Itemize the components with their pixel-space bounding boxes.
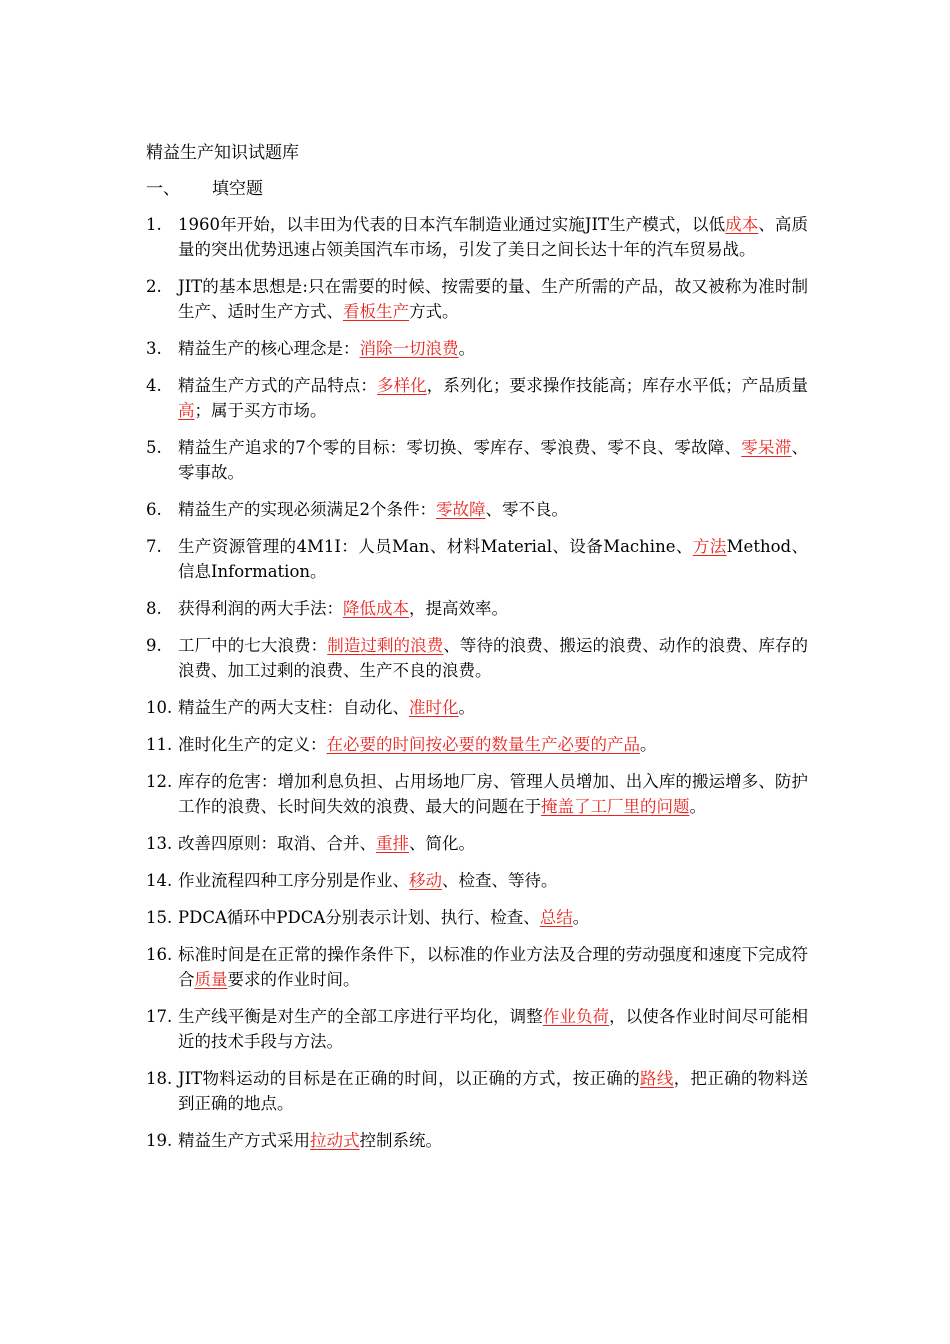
question-segment: 准时化生产的定义： bbox=[178, 735, 327, 754]
answer-blank: 消除一切浪费 bbox=[359, 339, 459, 358]
question-text bbox=[178, 1069, 808, 1113]
question-number: 18. bbox=[146, 1069, 173, 1088]
answer-blank: 在必要的时间按必要的数量生产必要的产品 bbox=[326, 735, 640, 754]
question-text bbox=[178, 277, 808, 321]
question-segment: PDCA循环中PDCA分别表示计划、执行、检查、 bbox=[178, 908, 540, 927]
question-number: 4. bbox=[146, 376, 162, 395]
question-number: 3. bbox=[146, 339, 162, 358]
question-segment: ，系列化；要求操作技能高；库存水平低；产品质量 bbox=[426, 376, 809, 395]
question-segment: ，以使各作业时间尽可能相近的技术手段与方法。 bbox=[178, 1007, 809, 1051]
answer-blank: 移动 bbox=[409, 871, 442, 890]
question-item bbox=[146, 1004, 808, 1054]
question-number: 1. bbox=[146, 215, 162, 234]
question-number: 8. bbox=[146, 599, 162, 618]
question-item bbox=[146, 336, 808, 361]
question-item bbox=[146, 497, 808, 522]
answer-blank: 路线 bbox=[640, 1069, 674, 1088]
question-segment: 。 bbox=[689, 797, 706, 816]
question-segment: 精益生产方式采用 bbox=[178, 1131, 310, 1150]
answer-blank: 掩盖了工厂里的问题 bbox=[541, 797, 690, 816]
question-text bbox=[178, 698, 475, 717]
section-number: 一、 bbox=[146, 179, 180, 199]
question-number: 2. bbox=[146, 277, 162, 296]
answer-blank: 高 bbox=[178, 401, 195, 420]
question-segment: 、检查、等待。 bbox=[442, 871, 558, 890]
answer-blank: 看板生产 bbox=[343, 302, 409, 321]
answer-blank: 多样化 bbox=[376, 376, 427, 395]
question-number: 19. bbox=[146, 1131, 173, 1150]
section-heading bbox=[146, 177, 263, 201]
question-item bbox=[146, 373, 808, 423]
question-number: 11. bbox=[146, 735, 173, 754]
question-segment: 作业流程四种工序分别是作业、 bbox=[178, 871, 409, 890]
question-segment: 1960年开始，以丰田为代表的日本汽车制造业通过实施JIT生产模式，以低 bbox=[178, 215, 726, 234]
question-text bbox=[178, 599, 508, 618]
question-item bbox=[146, 942, 808, 992]
question-segment: 改善四原则：取消、合并、 bbox=[178, 834, 376, 853]
question-text bbox=[178, 834, 475, 853]
question-segment: 精益生产的两大支柱：自动化、 bbox=[178, 698, 409, 717]
question-item bbox=[146, 633, 808, 683]
question-segment: 工厂中的七大浪费： bbox=[178, 636, 328, 655]
question-list bbox=[146, 212, 808, 1165]
question-text bbox=[178, 1131, 442, 1150]
question-item bbox=[146, 274, 808, 324]
question-segment: 要求的作业时间。 bbox=[227, 970, 360, 989]
answer-blank: 制造过剩的浪费 bbox=[327, 636, 444, 655]
answer-blank: 质量 bbox=[194, 970, 228, 989]
question-text bbox=[178, 215, 808, 259]
question-item bbox=[146, 596, 808, 621]
answer-blank: 重排 bbox=[376, 834, 409, 853]
answer-blank: 准时化 bbox=[409, 698, 459, 717]
question-text bbox=[178, 438, 808, 482]
question-segment: 控制系统。 bbox=[359, 1131, 442, 1150]
question-text bbox=[178, 871, 558, 890]
question-item bbox=[146, 1128, 808, 1153]
question-segment: 、零事故。 bbox=[178, 438, 809, 482]
question-number: 10. bbox=[146, 698, 173, 717]
section-title: 填空题 bbox=[212, 179, 263, 199]
question-segment: 。 bbox=[572, 908, 590, 927]
question-text bbox=[178, 908, 589, 927]
question-segment: 。 bbox=[458, 698, 475, 717]
question-text bbox=[178, 500, 568, 519]
question-item bbox=[146, 435, 808, 485]
question-segment: 方式。 bbox=[409, 302, 459, 321]
answer-blank: 作业负荷 bbox=[542, 1007, 610, 1026]
question-text bbox=[178, 735, 657, 754]
question-number: 12. bbox=[146, 772, 173, 791]
question-segment: 生产线平衡是对生产的全部工序进行平均化，调整 bbox=[178, 1007, 543, 1026]
question-segment: JIT的基本思想是:只在需要的时候、按需要的量、生产所需的产品，故又被称为准时制生产、适时生产方式、 bbox=[178, 277, 808, 321]
question-item bbox=[146, 905, 808, 930]
question-segment: JIT物料运动的目标是在正确的时间，以正确的方式，按正确的 bbox=[178, 1069, 641, 1088]
question-item bbox=[146, 831, 808, 856]
question-item bbox=[146, 1066, 808, 1116]
question-text bbox=[178, 772, 808, 816]
question-item bbox=[146, 534, 808, 584]
question-text bbox=[178, 376, 808, 420]
answer-blank: 方法 bbox=[692, 537, 727, 556]
question-segment: 精益生产追求的7个零的目标：零切换、零库存、零浪费、零不良、零故障、 bbox=[178, 438, 742, 457]
question-number: 5. bbox=[146, 438, 162, 457]
answer-blank: 零故障 bbox=[436, 500, 486, 519]
question-segment: 获得利润的两大手法： bbox=[178, 599, 343, 618]
question-number: 13. bbox=[146, 834, 173, 853]
answer-blank: 零呆滞 bbox=[741, 438, 792, 457]
question-text bbox=[178, 945, 808, 989]
question-number: 17. bbox=[146, 1007, 173, 1026]
question-item bbox=[146, 769, 808, 819]
question-text bbox=[178, 636, 808, 680]
question-text bbox=[178, 339, 475, 358]
question-item bbox=[146, 732, 808, 757]
answer-blank: 降低成本 bbox=[343, 599, 409, 618]
question-item bbox=[146, 695, 808, 720]
question-segment: 库存的危害：增加利息负担、占用场地厂房、管理人员增加、出入库的搬运增多、防护工作的浪费、长时间失效的浪费、最大的问题在于 bbox=[178, 772, 808, 816]
question-number: 15. bbox=[146, 908, 173, 927]
document-title: 精益生产知识试题库 bbox=[146, 143, 299, 163]
question-segment: 。 bbox=[640, 735, 657, 754]
answer-blank: 拉动式 bbox=[310, 1131, 360, 1150]
question-segment: 、零不良。 bbox=[485, 500, 568, 519]
question-segment: 、等待的浪费、搬运的浪费、动作的浪费、库存的浪费、加工过剩的浪费、生产不良的浪费。 bbox=[178, 636, 809, 680]
question-segment: ；属于买方市场。 bbox=[194, 401, 327, 420]
answer-blank: 成本 bbox=[725, 215, 759, 234]
question-number: 6. bbox=[146, 500, 162, 519]
question-number: 7. bbox=[146, 537, 162, 556]
question-segment: 标准时间是在正常的操作条件下，以标准的作业方法及合理的劳动强度和速度下完成符合 bbox=[178, 945, 808, 989]
question-text bbox=[178, 537, 808, 581]
question-segment: 、简化。 bbox=[409, 834, 475, 853]
question-text bbox=[178, 1007, 808, 1051]
answer-blank: 总结 bbox=[539, 908, 573, 927]
question-segment: ，提高效率。 bbox=[409, 599, 508, 618]
question-item bbox=[146, 868, 808, 893]
question-segment: 精益生产方式的产品特点： bbox=[178, 376, 377, 395]
question-segment: 。 bbox=[458, 339, 475, 358]
question-number: 9. bbox=[146, 636, 162, 655]
question-segment: 、高质量的突出优势迅速占领美国汽车市场，引发了美日之间长达十年的汽车贸易战。 bbox=[178, 215, 809, 259]
question-item bbox=[146, 212, 808, 262]
question-segment: 精益生产的核心理念是： bbox=[178, 339, 360, 358]
question-number: 14. bbox=[146, 871, 173, 890]
question-segment: 生产资源管理的4M1I：人员Man、材料Material、设备Machine、 bbox=[178, 537, 693, 556]
question-segment: Method、信息Information。 bbox=[178, 537, 808, 581]
question-segment: 精益生产的实现必须满足2个条件： bbox=[178, 500, 436, 519]
question-segment: ，把正确的物料送到正确的地点。 bbox=[178, 1069, 809, 1113]
question-number: 16. bbox=[146, 945, 173, 964]
